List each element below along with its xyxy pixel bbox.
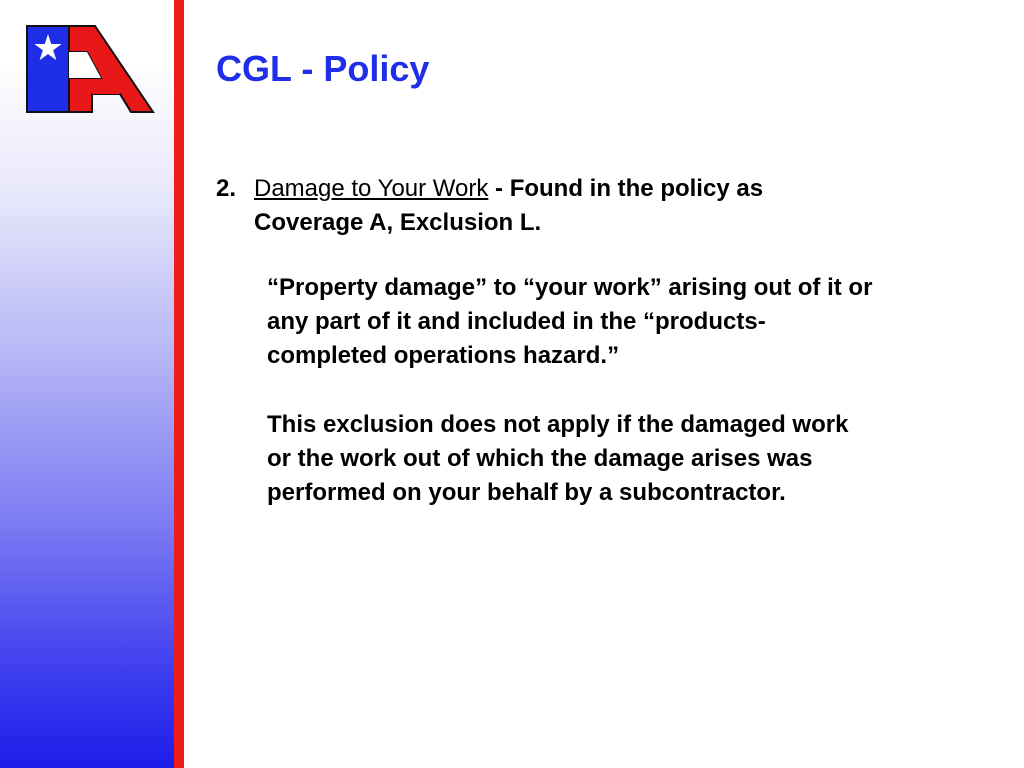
item-description-line-2: Coverage A, Exclusion L. <box>254 209 542 236</box>
exclusion-exception-paragraph <box>267 408 997 510</box>
paragraph-line: This exclusion does not apply if the damaged work <box>267 411 849 438</box>
item-text <box>254 172 914 240</box>
paragraph-line: any part of it and included in the “products- <box>267 308 766 335</box>
paragraph-line: or the work out of which the damage arises was <box>267 445 813 472</box>
page-title: CGL - Policy <box>216 48 430 89</box>
paragraph-line: “Property damage” to “your work” arising out of it or <box>267 274 873 301</box>
item-description-line-1: - Found in the policy as <box>488 175 764 202</box>
sidebar-red-rule <box>174 0 184 768</box>
exclusion-quote-paragraph <box>267 271 997 373</box>
item-number: 2. <box>216 175 237 202</box>
paragraph-line: completed operations hazard.” <box>267 342 620 369</box>
texas-flag-a-logo-icon <box>25 24 155 116</box>
item-heading: Damage to Your Work <box>254 175 489 202</box>
paragraph-line: performed on your behalf by a subcontractor. <box>267 479 786 506</box>
